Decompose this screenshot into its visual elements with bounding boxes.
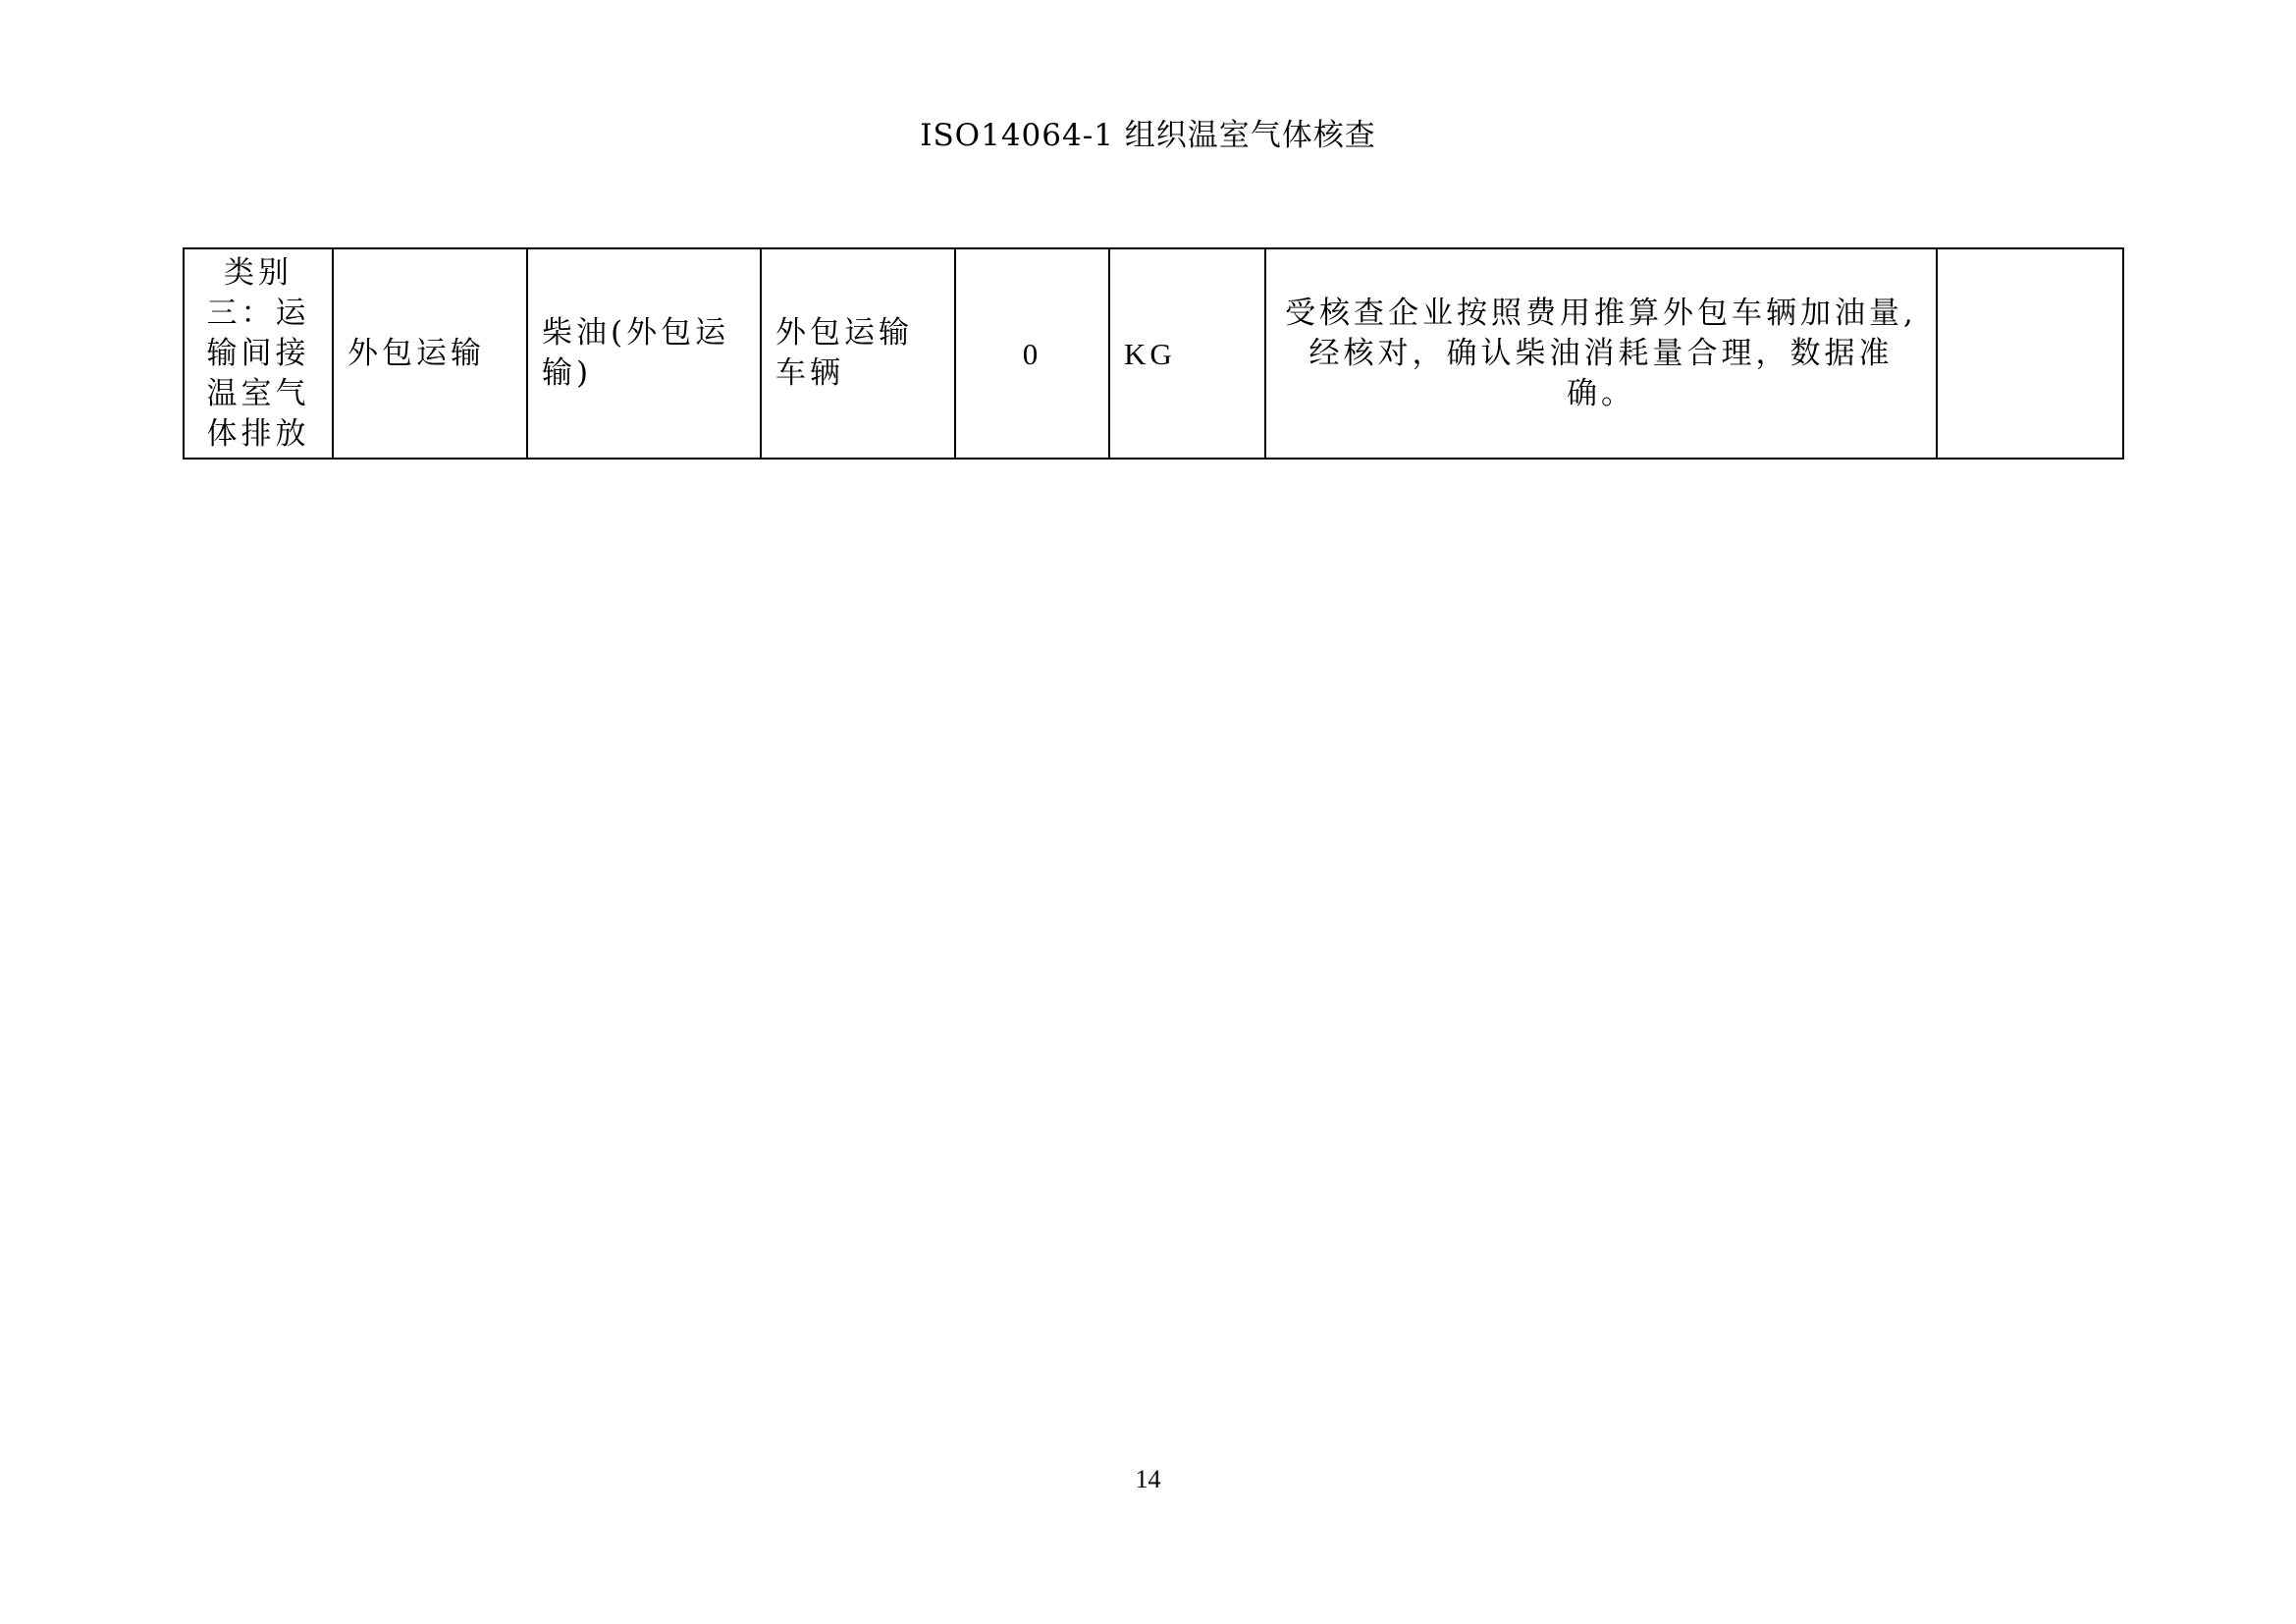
unit-cell: KG: [1109, 248, 1265, 459]
emission-source-cell: 外包运输车辆: [761, 248, 955, 459]
page-number: 14: [1135, 1465, 1161, 1493]
category-cell: 类别三：运输间接温室气体排放: [184, 248, 333, 459]
record-table: [183, 247, 2124, 460]
record-table-container: [183, 247, 2122, 460]
remark-cell: 受核查企业按照费用推算外包车辆加油量,经核对，确认柴油消耗量合理，数据准确。: [1265, 248, 1937, 459]
subcategory-cell: 外包运输: [333, 248, 527, 459]
table-row: [184, 248, 2123, 459]
page-header-title: ISO14064-1 组织温室气体核查: [920, 118, 1376, 153]
fuel-cell: 柴油(外包运输): [527, 248, 761, 459]
extra-cell: [1937, 248, 2123, 459]
value-cell: 0: [955, 248, 1109, 459]
